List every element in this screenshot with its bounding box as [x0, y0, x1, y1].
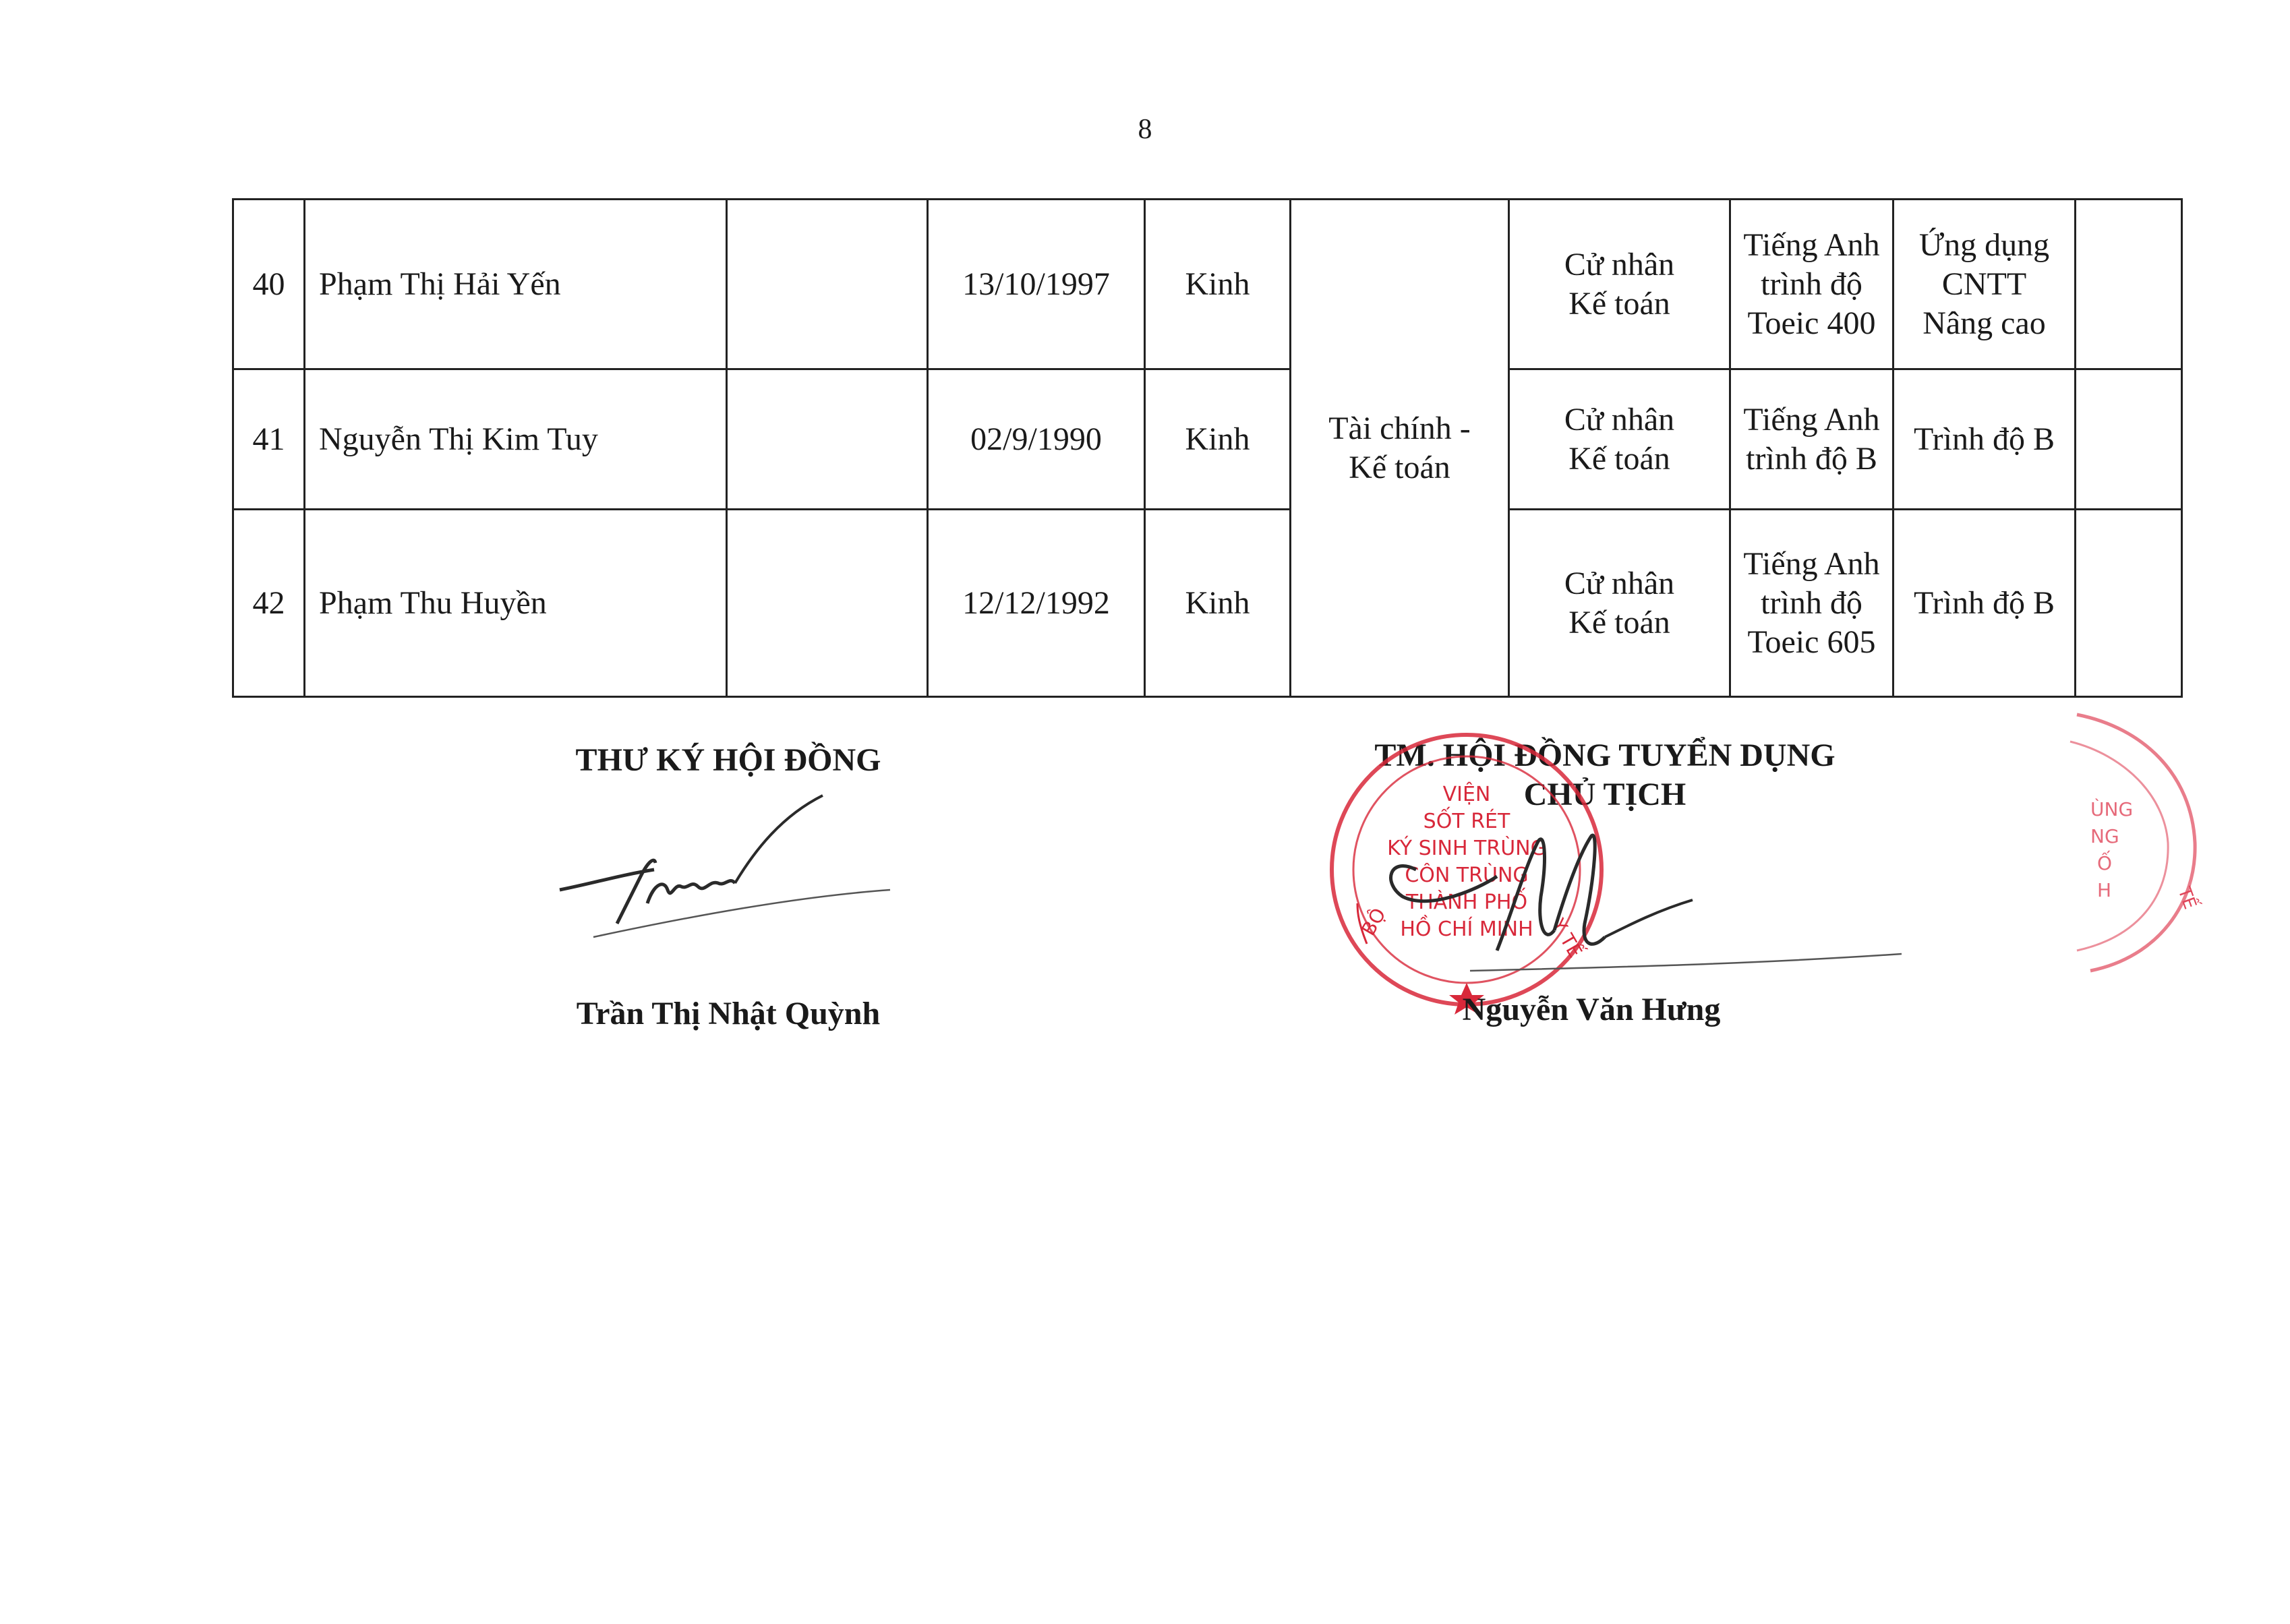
table-row [233, 200, 2182, 369]
seal-line-1: VIỆN [1442, 783, 1491, 806]
row-extra [727, 200, 928, 369]
row-note [2076, 510, 2182, 697]
row-ethnicity: Kinh [1145, 369, 1291, 510]
page-number: 8 [1138, 114, 1152, 145]
row-it-skill: Trình độ B [1893, 510, 2076, 697]
row-degree: Cử nhân Kế toán [1509, 510, 1730, 697]
row-stt: 41 [233, 369, 305, 510]
svg-text:Ố: Ố [2097, 852, 2113, 874]
secretary-signature [553, 789, 904, 951]
chairman-subtitle: CHỦ TỊCH [1523, 777, 1686, 812]
row-degree: Cử nhân Kế toán [1509, 200, 1730, 369]
chairman-title-line: TM. HỘI ĐỒNG TUYỂN DỤNG [1374, 738, 1836, 773]
row-name: Phạm Thị Hải Yến [305, 200, 727, 369]
secretary-name: Trần Thị Nhật Quỳnh [576, 996, 881, 1031]
row-foreign-language: Tiếng Anh trình độ B [1730, 369, 1893, 510]
row-dob: 13/10/1997 [928, 200, 1145, 369]
row-stt: 42 [233, 510, 305, 697]
row-stt: 40 [233, 200, 305, 369]
row-it-skill: Ứng dụng CNTT Nâng cao [1893, 200, 2076, 369]
svg-text:Y TẾ: Y TẾ [1546, 915, 1587, 962]
row-name: Phạm Thu Huyền [305, 510, 727, 697]
svg-text:ÙNG: ÙNG [2090, 798, 2134, 820]
row-name: Nguyễn Thị Kim Tuy [305, 369, 727, 510]
seal-line-4: CÔN TRÙNG [1405, 864, 1529, 887]
chairman-name: Nguyễn Văn Hưng [1462, 992, 1721, 1027]
seal-line-5: THÀNH PHỐ [1405, 891, 1528, 914]
row-extra [727, 369, 928, 510]
seal-line-3: KÝ SINH TRÙNG [1387, 837, 1546, 860]
row-ethnicity: Kinh [1145, 510, 1291, 697]
row-extra [727, 510, 928, 697]
row-foreign-language: Tiếng Anh trình độ Toeic 605 [1730, 510, 1893, 697]
svg-text:TẾ: TẾ [2173, 884, 2200, 912]
seal-line-2: SỐT RÉT [1423, 810, 1510, 833]
secretary-title: THƯ KÝ HỘI ĐỒNG [575, 742, 881, 778]
row-degree: Cử nhân Kế toán [1509, 369, 1730, 510]
row-it-skill: Trình độ B [1893, 369, 2076, 510]
row-note [2076, 369, 2182, 510]
partial-seal [2050, 701, 2212, 984]
seal-line-6: HỒ CHÍ MINH [1400, 918, 1533, 941]
chairman-signature [1376, 816, 1929, 991]
svg-text:H: H [2097, 879, 2112, 901]
svg-text:BỘ: BỘ [1357, 904, 1390, 940]
row-foreign-language: Tiếng Anh trình độ Toeic 400 [1730, 200, 1893, 369]
row-dob: 12/12/1992 [928, 510, 1145, 697]
merged-field-cell: Tài chính - Kế toán [1291, 200, 1509, 697]
svg-text:NG: NG [2090, 825, 2119, 847]
table-row [233, 369, 2182, 510]
row-note [2076, 200, 2182, 369]
table-row [233, 510, 2182, 697]
candidate-table [232, 198, 2183, 698]
row-ethnicity: Kinh [1145, 200, 1291, 369]
row-dob: 02/9/1990 [928, 369, 1145, 510]
